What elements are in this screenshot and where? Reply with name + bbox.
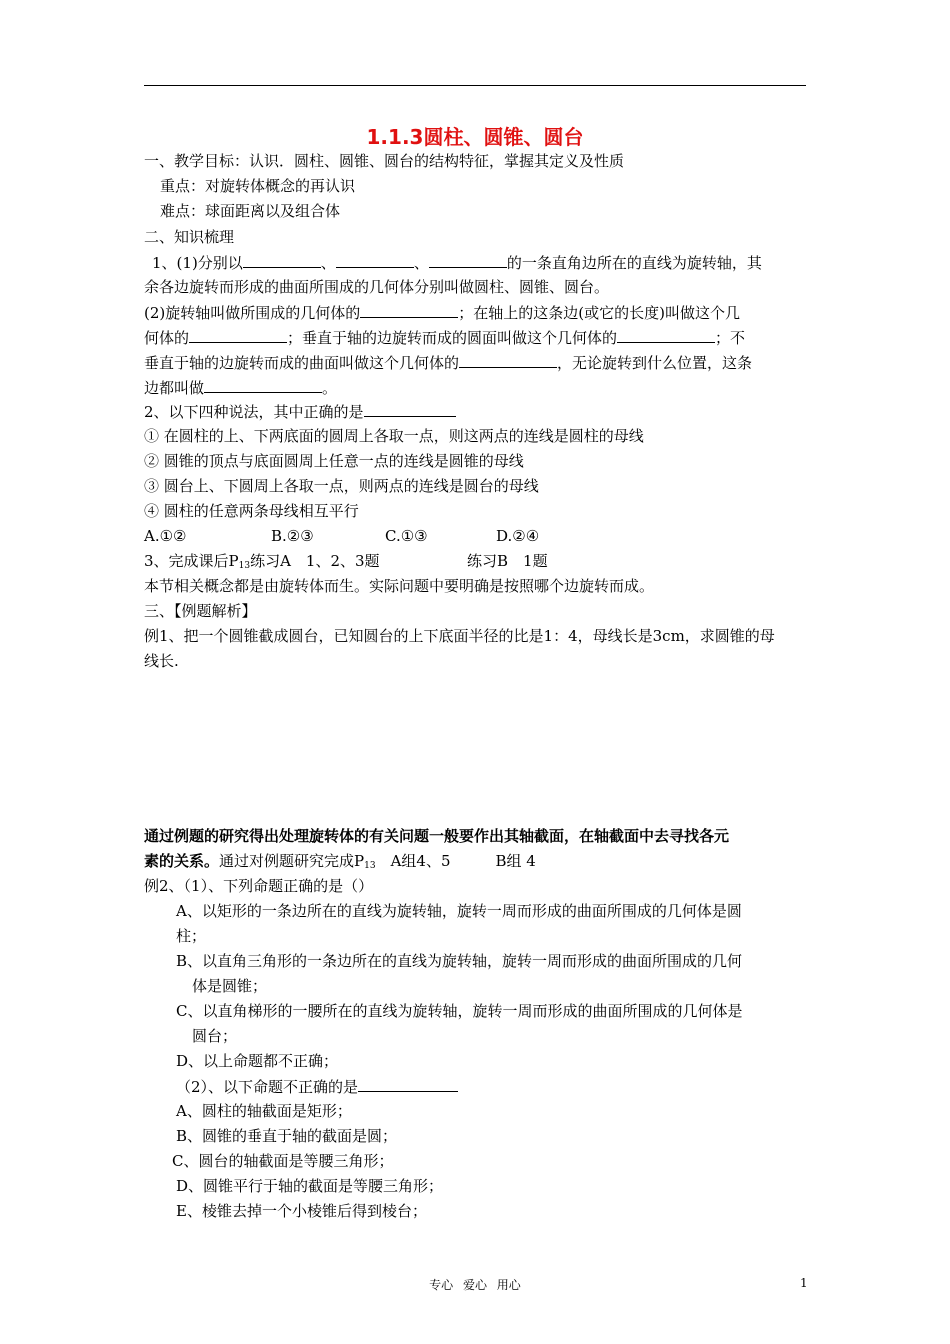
example-2-option: B、以直角三角形的一条边所在的直线为旋转轴，旋转一周而形成的曲面所围成的几何 [176,952,743,970]
example-2b-option: D、圆锥平行于轴的截面是等腰三角形； [176,1177,444,1195]
summary-line-1: 通过例题的研究得出处理旋转体的有关问题一般要作出其轴截面，在轴截面中去寻找各元 [144,827,730,845]
text: ，无论旋转到什么位置，这条 [557,354,753,372]
example-2-option: D、以上命题都不正确； [176,1052,339,1070]
question-2-option-c: C.①③ [385,527,428,545]
question-2-option-d: D.②④ [496,527,540,545]
question-2-item: ① 在圆柱的上、下两底面的圆周上各取一点，则这两点的连线是圆柱的母线 [144,427,644,445]
question-1-line-1 [152,252,762,273]
answer-blank[interactable] [189,327,287,343]
example-2b-option: C、圆台的轴截面是等腰三角形； [172,1152,394,1170]
text: 边都叫做 [144,379,205,397]
question-3-part-b: 练习B 1题 [467,552,548,570]
example-2b-option: E、棱锥去掉一个小棱锥后得到棱台； [176,1202,427,1220]
question-3 [144,551,380,576]
answer-blank[interactable] [360,302,458,318]
question-2-option-b: B.②③ [271,527,314,545]
question-2-item: ③ 圆台上、下圆周上各取一点，则两点的连线是圆台的母线 [144,477,539,495]
question-2-option-a: A.①② [144,527,187,545]
example-1-line-2: 线长. [144,652,179,670]
text: 垂直于轴的边旋转而成的曲面叫做这个几何体的 [144,354,460,372]
question-1-2-line-2 [144,327,745,348]
answer-blank[interactable] [336,252,414,268]
example-2-option: C、以直角梯形的一腰所在的直线为旋转轴，旋转一周而形成的曲面所围成的几何体是 [176,1002,743,1020]
question-1-line-2: 余各边旋转而形成的曲面所围成的几何体分别叫做圆柱、圆锥、圆台。 [144,278,610,296]
text: 3、完成课后P [144,552,239,570]
example-2-option: 体是圆锥； [192,977,268,995]
section-knowledge-heading: 二、知识梳理 [144,228,235,246]
question-1-2-line-4 [144,377,337,398]
answer-blank[interactable] [617,327,715,343]
text: （2）、以下命题不正确的是 [176,1078,359,1096]
summary-line-2 [144,851,536,876]
footer-motto: 专心 爱心 用心 [429,1278,521,1292]
example-2b-option: B、圆锥的垂直于轴的截面是圆； [176,1127,398,1145]
question-2-item: ② 圆锥的顶点与底面圆周上任意一点的连线是圆锥的母线 [144,452,524,470]
example-2-option: 圆台； [192,1027,238,1045]
example-2-option: 柱； [176,927,207,945]
difficult-point: 难点：球面距离以及组合体 [160,202,341,220]
example-2b-stem [176,1076,458,1097]
question-2-item: ④ 圆柱的任意两条母线相互平行 [144,502,359,520]
question-1-2-line-3 [144,352,752,373]
text: 通过对例题研究完成P [219,852,365,870]
text: ；不 [715,329,746,347]
answer-blank[interactable] [459,352,557,368]
text: 、 [320,254,336,272]
example-2b-option: A、圆柱的轴截面是矩形； [176,1102,352,1120]
example-2-option: A、以矩形的一条边所在的直线为旋转轴，旋转一周而形成的曲面所围成的几何体是圆 [176,902,742,920]
key-point: 重点：对旋转体概念的再认识 [160,177,356,195]
text: 练习A 1、2、3题 [250,552,380,570]
example-1-line-1: 例1、把一个圆锥截成圆台，已知圆台的上下底面半径的比是1：4，母线长是3cm，求圆锥的母 [144,627,775,645]
example-2-stem: 例2、（1）、下列命题正确的是（） [144,877,374,895]
text: ；垂直于轴的边旋转而成的圆面叫做这个几何体的 [287,329,618,347]
section-note: 本节相关概念都是由旋转体而生。实际问题中要明确是按照哪个边旋转而成。 [144,577,655,595]
text: ；在轴上的这条边(或它的长度)叫做这个几 [458,304,740,322]
examples-heading: 三、【例题解析】 [144,602,257,620]
text: 、 [413,254,429,272]
text: (2)旋转轴叫做所围成的几何体的 [144,304,361,322]
text: 何体的 [144,329,190,347]
header-rule [144,85,806,86]
subscript: 13 [364,861,376,871]
text: A组4、5 B组 4 [375,852,536,870]
subscript: 13 [238,561,251,571]
text: 2、以下四种说法，其中正确的是 [144,403,364,421]
text: 素的关系。 [144,852,220,870]
text: 的一条直角边所在的直线为旋转轴，其 [506,254,762,272]
text: 1、(1)分别以 [152,254,243,272]
question-1-2-line-1 [144,302,740,323]
question-2-stem [144,401,456,422]
answer-blank[interactable] [204,377,322,393]
page-title: 1.1.3圆柱、圆锥、圆台 [366,125,584,149]
teaching-goal: 一、教学目标：认识．圆柱、圆锥、圆台的结构特征，掌握其定义及性质 [144,152,625,170]
page-number: 1 [800,1276,808,1290]
answer-blank[interactable] [429,252,507,268]
answer-blank[interactable] [358,1076,458,1092]
answer-blank[interactable] [364,401,456,417]
text: 。 [322,379,338,397]
answer-blank[interactable] [243,252,321,268]
